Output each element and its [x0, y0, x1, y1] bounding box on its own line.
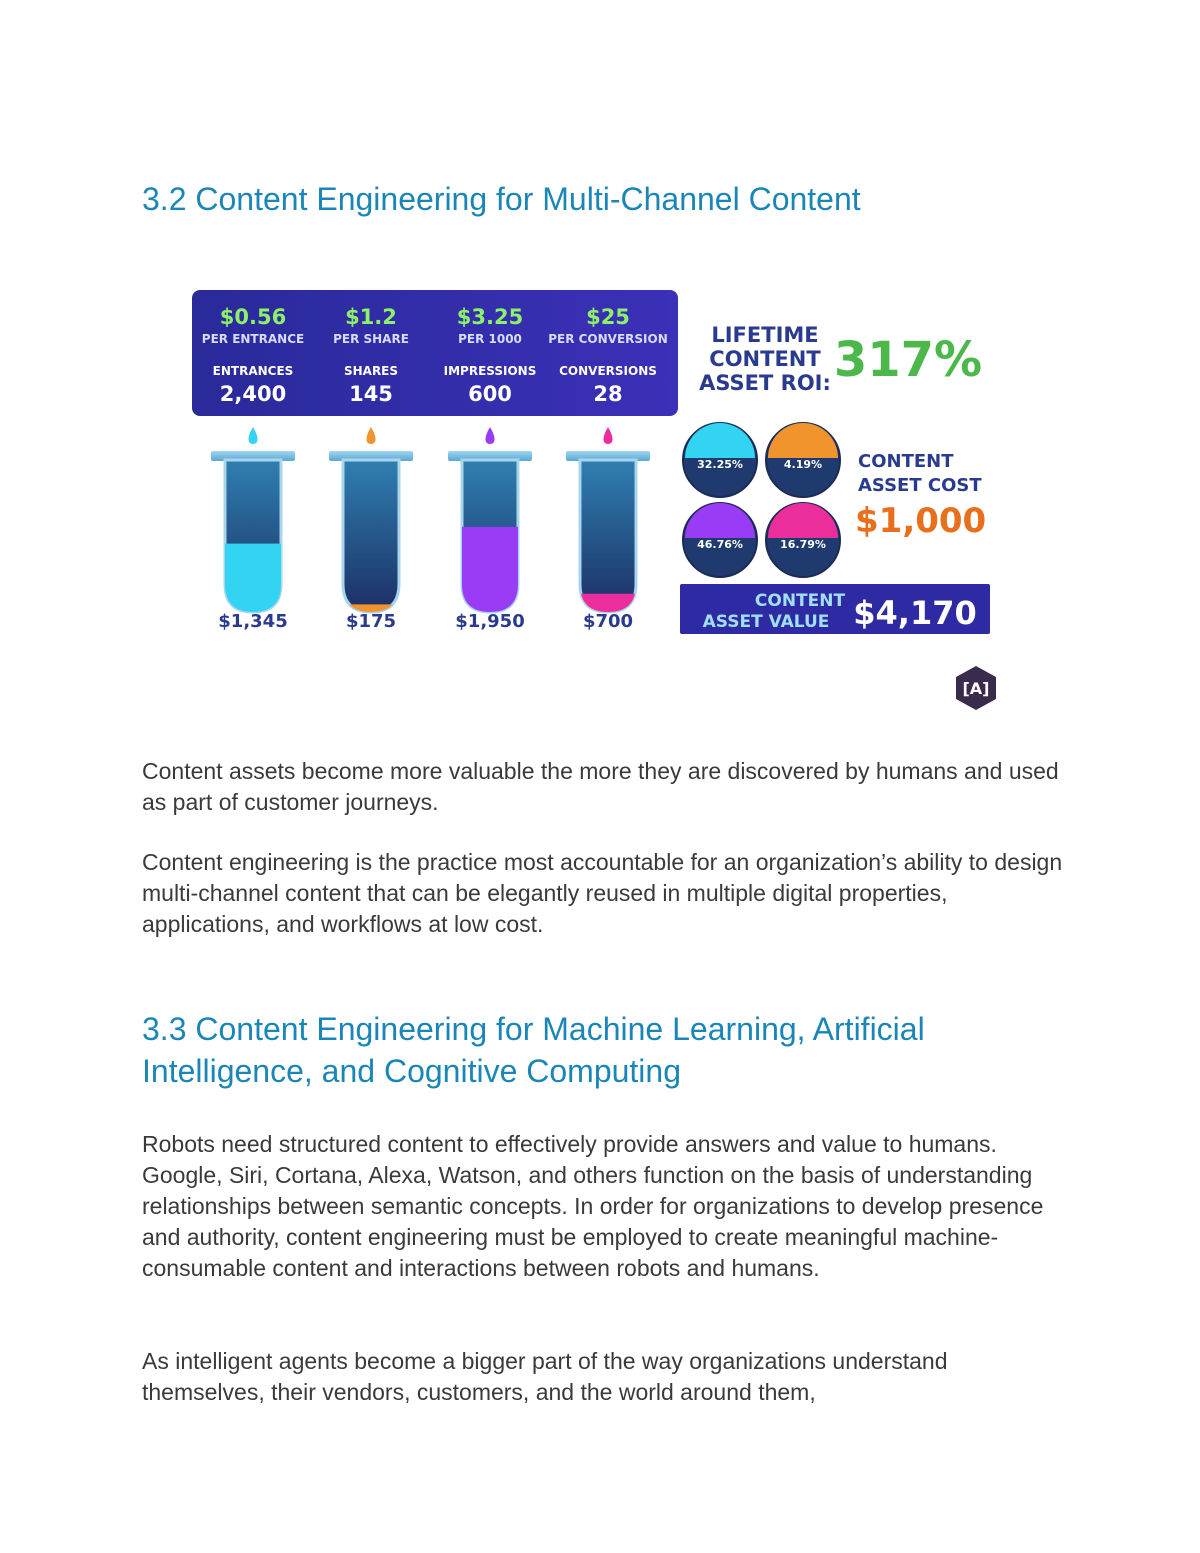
share-circle-3 [766, 503, 840, 577]
channel-price-1: $1.2 [345, 305, 397, 329]
tube-drop-1 [367, 427, 376, 444]
tube-3 [566, 427, 650, 632]
tube-1 [329, 427, 413, 632]
paragraph-1: Content assets become more valuable the more they are discovered by humans and used as part of customer journeys. [142, 758, 1059, 815]
channel-metric-1: SHARES [343, 364, 399, 378]
tube-fill-2 [462, 527, 518, 612]
share-label-2: 46.76% [697, 538, 743, 551]
share-circle-0 [683, 423, 757, 497]
share-label-3: 16.79% [780, 538, 826, 551]
paragraph-4: As intelligent agents become a bigger part of the way organizations understand themselves, their vendors, customers, and the world around them, [142, 1348, 948, 1405]
tube-value-0: $1,345 [218, 611, 288, 632]
brand-logo [956, 666, 996, 710]
asset-value-bar [680, 584, 990, 634]
paragraph-3: Robots need structured content to effectively provide answers and value to humans. Google, Siri, Cortana, Alexa, Watson, and others function on the basis of understanding relationships between semantic concepts. In order for organizations to develop presence and authority, content engineering must be employed to create meaningful machine-consumable content and interactions between robots and humans. [142, 1131, 1044, 1281]
roi-value: 317% [833, 332, 983, 388]
roi-label-line3: ASSET ROI: [699, 371, 831, 395]
cost-label-line1: CONTENT [858, 451, 954, 472]
tube-fill-0 [225, 544, 281, 612]
section-heading-3-3-line2: Intelligence, and Cognitive Computing [142, 1053, 681, 1089]
tube-value-3: $700 [582, 611, 634, 632]
channel-metric-3: CONVERSIONS [559, 364, 657, 378]
paragraph-2: Content engineering is the practice most accountable for an organization’s ability to design multi-channel content that can be elegantly reused in multiple digital properties, applications, and workflows at low cost. [142, 849, 1063, 937]
tube-body-1 [343, 460, 399, 612]
channel-count-1: 145 [349, 382, 393, 406]
channel-count-2: 600 [468, 382, 512, 406]
tube-2 [448, 427, 532, 632]
asset-value-label-line2: ASSET VALUE [702, 612, 830, 632]
tube-fill-3 [580, 594, 636, 612]
share-circle-2 [683, 503, 757, 577]
section-heading-3-3-line1: 3.3 Content Engineering for Machine Learning, Artificial [142, 1011, 925, 1047]
channel-metric-2: IMPRESSIONS [443, 364, 537, 378]
share-circle-top-0 [685, 423, 755, 458]
share-circle-top-1 [768, 423, 838, 458]
channel-unit-3: PER CONVERSION [548, 332, 668, 346]
tube-value-2: $1,950 [455, 611, 525, 632]
content-roi-infographic [190, 288, 1010, 718]
share-circle-top-3 [768, 503, 838, 538]
tube-drop-0 [249, 427, 258, 444]
channel-count-0: 2,400 [219, 382, 287, 406]
channel-price-3: $25 [586, 305, 630, 329]
channel-unit-0: PER ENTRANCE [201, 332, 305, 346]
channel-unit-2: PER 1000 [458, 332, 522, 346]
share-label-1: 4.19% [783, 458, 823, 471]
channel-metric-0: ENTRANCES [212, 364, 294, 378]
channel-unit-1: PER SHARE [333, 332, 409, 346]
cost-block [855, 451, 986, 541]
channel-count-3: 28 [593, 382, 623, 406]
value-tubes [211, 427, 650, 632]
share-circle-1 [766, 423, 840, 497]
tube-drop-3 [604, 427, 613, 444]
tube-drop-2 [486, 427, 495, 444]
cost-label-line2: ASSET COST [858, 475, 982, 496]
channel-price-0: $0.56 [219, 305, 287, 329]
asset-value: $4,170 [853, 594, 977, 632]
roi-block [699, 323, 982, 395]
tube-body-3 [580, 460, 636, 612]
asset-value-label-line1: CONTENT [754, 591, 846, 611]
roi-label-line1: LIFETIME [711, 323, 819, 347]
tube-0 [211, 427, 295, 632]
roi-label-line2: CONTENT [709, 347, 821, 371]
share-circle-top-2 [685, 503, 755, 538]
share-circles [683, 423, 840, 577]
cost-value: $1,000 [855, 501, 987, 541]
logo-text: [A] [962, 679, 990, 698]
tube-value-1: $175 [345, 611, 397, 632]
share-label-0: 32.25% [697, 458, 743, 471]
section-heading-3-2: 3.2 Content Engineering for Multi-Channel Content [142, 181, 861, 217]
channel-price-2: $3.25 [456, 305, 524, 329]
